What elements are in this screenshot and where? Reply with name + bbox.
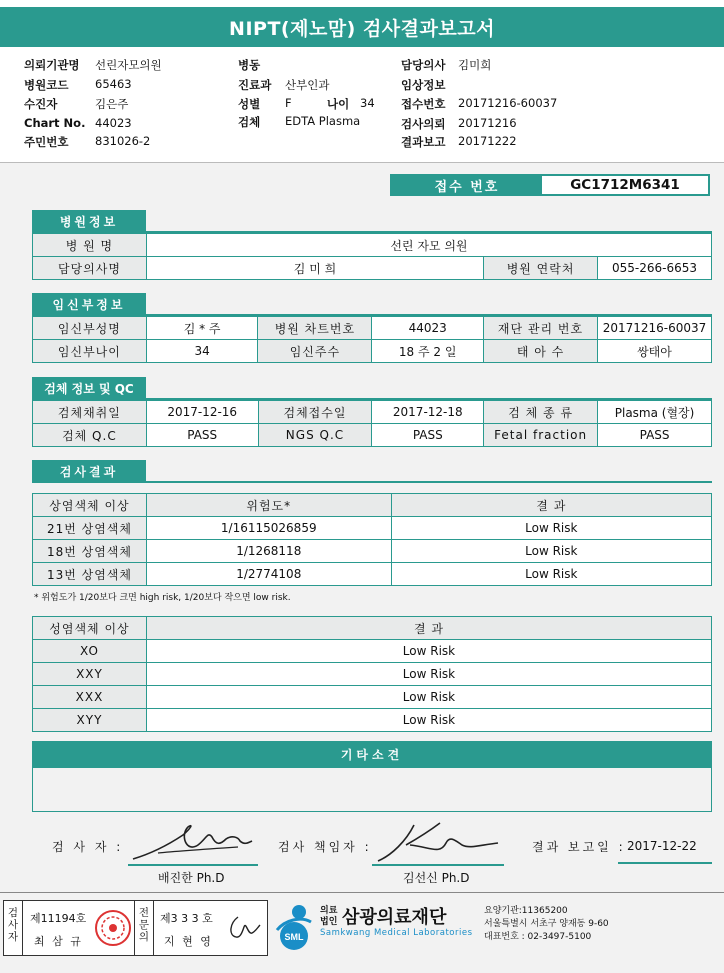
fetus-count-value: 쌍태아 [597, 340, 711, 363]
report-date-line [618, 862, 712, 864]
specialist-license-number: 제3 3 3 호 [160, 912, 213, 925]
cell-divider [153, 901, 154, 955]
fetal-fraction-label: Fetal fraction [484, 424, 598, 447]
table-row [33, 317, 712, 340]
examiner-license-number: 제11194호 [30, 912, 87, 925]
risk-footnote: * 위험도가 1/20보다 크면 high risk, 1/20보다 작으면 low risk. [34, 593, 291, 603]
examiner-vertical-label: 검사자 [7, 907, 19, 943]
table-row [33, 424, 712, 447]
org-prefix-line: 의료 [320, 906, 338, 916]
specialist-licensed-name: 지 현 영 [164, 935, 213, 948]
pregnant-name-value: 김 * 주 [146, 317, 258, 340]
chromosome-name: 13번 상염색체 [33, 563, 147, 586]
header-field: 검사의뢰 20171216 [401, 116, 517, 131]
header-field: 담당의사 김미희 [401, 58, 492, 72]
accept-number-label: 접수 번호 [392, 176, 542, 194]
age-field: 나이 34 [327, 96, 375, 111]
sex-chromosome-table [32, 616, 712, 732]
table-row [33, 234, 712, 257]
section-results-label: 검사결과 [32, 460, 146, 482]
chart-number-label: 병원 차트번호 [258, 317, 372, 340]
report-title: NIPT(제노맘) 검사결과보고서 [0, 7, 724, 47]
cell-divider [22, 901, 23, 955]
risk-value: 1/16115026859 [146, 517, 391, 540]
specimen-qc-label: 검체 Q.C [33, 424, 147, 447]
ngs-qc-label: NGS Q.C [258, 424, 372, 447]
column-header: 위험도* [146, 494, 391, 517]
table-row [33, 257, 712, 280]
chromosome-name: 18번 상염색체 [33, 540, 147, 563]
hospital-name-label: 병 원 명 [33, 234, 147, 257]
sex-chromosome-name: XYY [33, 709, 147, 732]
accept-number-value: GC1712M6341 [570, 177, 680, 193]
fetus-count-label: 태 아 수 [484, 340, 598, 363]
collect-date-value: 2017-12-16 [146, 401, 258, 424]
doctor-label: 담당의사명 [33, 257, 147, 280]
table-header-row [33, 494, 712, 517]
fetal-fraction-value: PASS [598, 424, 712, 447]
header-field: 검체 EDTA Plasma [238, 114, 361, 129]
result-value: Low Risk [146, 709, 711, 732]
pregnant-age-label: 임신부나이 [33, 340, 147, 363]
result-value: Low Risk [146, 663, 711, 686]
column-header: 결 과 [391, 494, 711, 517]
specimen-type-label: 검 체 종 류 [484, 401, 598, 424]
org-phone: 대표번호 : 02-3497-5100 [484, 932, 592, 942]
cell-divider [134, 901, 135, 955]
table-row [33, 340, 712, 363]
specialist-signature [226, 913, 262, 943]
examiner-signature [128, 815, 258, 865]
risk-value: 1/1268118 [146, 540, 391, 563]
specimen-qc-value: PASS [146, 424, 258, 447]
receive-date-label: 검체접수일 [258, 401, 372, 424]
org-english-name: Samkwang Medical Laboratories [320, 928, 473, 938]
license-stamp-box [3, 900, 268, 956]
org-prefix-line: 법인 [320, 917, 338, 927]
sex-chromosome-name: XXY [33, 663, 147, 686]
sml-logo-text: SML [284, 932, 304, 942]
hospital-table [32, 233, 712, 280]
result-value: Low Risk [391, 517, 711, 540]
examiner-name: 배진한 Ph.D [158, 871, 225, 885]
result-value: Low Risk [146, 640, 711, 663]
column-header: 성염색체 이상 [33, 617, 147, 640]
header-field: 접수번호 20171216-60037 [401, 96, 558, 111]
header-field: 성별 F [238, 96, 292, 111]
examiner-label: 검 사 자 : [52, 840, 124, 854]
contact-value: 055-266-6653 [598, 257, 712, 280]
header-field: 수진자 김은주 [24, 97, 129, 111]
sex-chromosome-name: XO [33, 640, 147, 663]
examiner-signature-line [128, 864, 258, 866]
hospital-name-value: 선린 자모 의원 [146, 234, 711, 257]
remarks-title: 기타소견 [32, 741, 712, 767]
table-row [33, 686, 712, 709]
result-value: Low Risk [391, 563, 711, 586]
table-row [33, 540, 712, 563]
pregnant-name-label: 임신부성명 [33, 317, 147, 340]
collect-date-label: 검체채취일 [33, 401, 147, 424]
column-header: 결 과 [146, 617, 711, 640]
receive-date-value: 2017-12-18 [372, 401, 484, 424]
org-prefix [320, 906, 337, 928]
header-field: Chart No. 44023 [24, 116, 132, 130]
table-header-row [33, 617, 712, 640]
section-pregnant-label: 임신부정보 [32, 293, 146, 315]
table-row [33, 517, 712, 540]
table-row [33, 709, 712, 732]
remarks-body [32, 767, 712, 812]
pregnant-age-value: 34 [146, 340, 258, 363]
examiner-licensed-name: 최 삼 규 [34, 935, 83, 948]
report-date-value: 2017-12-22 [627, 839, 697, 853]
sex-chromosome-name: XXX [33, 686, 147, 709]
table-row [33, 563, 712, 586]
chromosome-name: 21번 상염색체 [33, 517, 147, 540]
header-field: 진료과 산부인과 [238, 78, 330, 92]
accept-number-box [390, 174, 710, 196]
ngs-qc-value: PASS [372, 424, 484, 447]
org-contact [484, 905, 609, 944]
section-line [32, 481, 712, 483]
contact-label: 병원 연락처 [484, 257, 598, 280]
gestation-weeks-value: 18 주 2 일 [372, 340, 484, 363]
doctor-value: 김 미 희 [146, 257, 483, 280]
risk-value: 1/2774108 [146, 563, 391, 586]
header-field: 병원코드 65463 [24, 77, 132, 92]
org-name: 삼광의료재단 [342, 907, 447, 928]
result-value: Low Risk [146, 686, 711, 709]
responsible-signature [370, 815, 505, 865]
responsible-label: 검사 책임자 : [278, 840, 372, 854]
report-date-label: 결과 보고일 : [532, 840, 626, 854]
specimen-type-value: Plasma (혈장) [598, 401, 712, 424]
seal-stamp-icon [94, 909, 132, 947]
header-field: 임상정보 [401, 78, 446, 92]
section-specimen-label: 검체 정보 및 QC [32, 377, 146, 399]
gestation-weeks-label: 임신주수 [258, 340, 372, 363]
pregnant-table [32, 316, 712, 363]
section-hospital-label: 병원정보 [32, 210, 146, 232]
specimen-table [32, 400, 712, 447]
header-field: 결과보고 20171222 [401, 134, 517, 149]
footer-divider [0, 892, 724, 893]
specialist-vertical-label: 전문의 [138, 907, 150, 943]
sml-logo-icon [271, 902, 317, 952]
org-address: 서울특별시 서초구 양재동 9-60 [484, 919, 609, 929]
table-row [33, 663, 712, 686]
table-row [33, 640, 712, 663]
column-header: 상염색체 이상 [33, 494, 147, 517]
table-row [33, 401, 712, 424]
org-code: 요양기관:11365200 [484, 906, 568, 916]
responsible-signature-line [372, 864, 504, 866]
result-value: Low Risk [391, 540, 711, 563]
autosome-results-table [32, 493, 712, 586]
chart-number-value: 44023 [372, 317, 484, 340]
management-number-value: 20171216-60037 [597, 317, 711, 340]
responsible-name: 김선신 Ph.D [403, 871, 470, 885]
header-field: 의뢰기관명 선린자모의원 [24, 58, 162, 72]
management-number-label: 재단 관리 번호 [484, 317, 598, 340]
header-field: 병동 [238, 58, 261, 72]
header-field: 주민번호 831026-2 [24, 134, 151, 149]
